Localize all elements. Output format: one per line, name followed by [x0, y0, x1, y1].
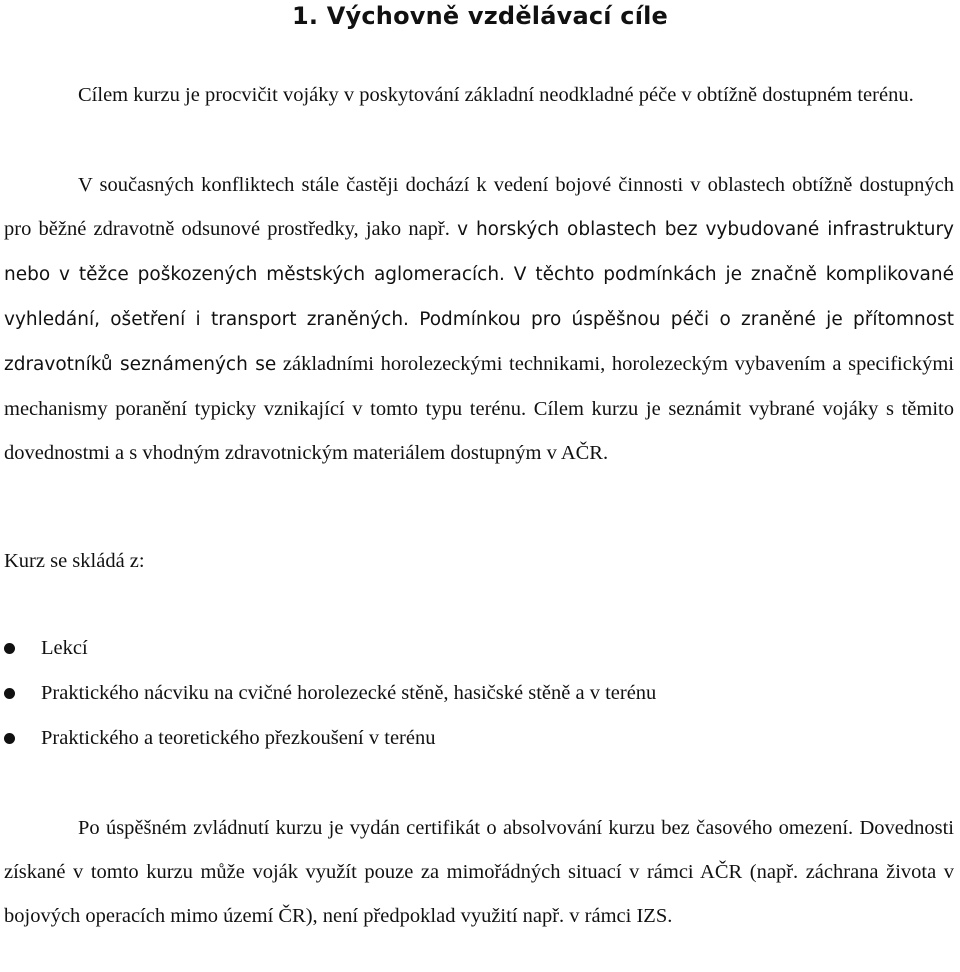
- course-components-list: [0, 626, 960, 761]
- context-text-part2: v horských oblastech bez vybudované infrastruktury nebo v těžce poškozených městských aglomeracích. V těchto podmínkách je značně komplikované vyhledání, ošetření i transport zraněných. Podmínkou pro úspěšnou péči o zraněné je přítomnost zdravotníků seznámených se: [4, 219, 954, 375]
- list-item-text: Praktického a teoretického přezkoušení v terénu: [41, 727, 436, 749]
- list-item-text: Lekcí: [41, 637, 88, 659]
- list-item: [0, 671, 960, 716]
- bullet-icon: [4, 688, 15, 699]
- list-item-text: Praktického nácviku na cvičné horolezecké stěně, hasičské stěně a v terénu: [41, 682, 657, 704]
- certificate-paragraph: Po úspěšném zvládnutí kurzu je vydán certifikát o absolvování kurzu bez časového omezení. Dovednosti získané v tomto kurzu může voják využít pouze za mimořádných situací v rámci AČR (např. záchrana života v bojových operacích mimo území ČR), není předpoklad využití např. v rámci IZS.: [4, 817, 954, 927]
- list-item: [0, 626, 960, 671]
- context-paragraph: [4, 163, 954, 475]
- bullet-icon: [4, 643, 15, 654]
- course-intro-text: Kurz se skládá z:: [4, 550, 145, 572]
- intro-paragraph: Cílem kurzu je procvičit vojáky v poskytování základní neodkladné péče v obtížně dostupném terénu.: [78, 84, 914, 106]
- context-text-part3: základními horolezeckými technikami, horolezeckým vybavením a specifickými mechanismy poranění typicky vznikající v tomto typu terénu. Cílem kurzu je seznámit vybrané vojáky s těmito dovednostmi a s vhodným zdravotnickým materiálem dostupným v AČR.: [4, 353, 954, 464]
- context-text-part1: V současných konfliktech stále častěji dochází k vedení bojové činnosti v oblastech obtížně dostupných pro běžné zdravotně odsunové prostředky, jako např.: [4, 174, 954, 240]
- bullet-icon: [4, 733, 15, 744]
- section-heading: 1. Výchovně vzdělávací cíle: [291, 2, 669, 30]
- list-item: [0, 716, 960, 761]
